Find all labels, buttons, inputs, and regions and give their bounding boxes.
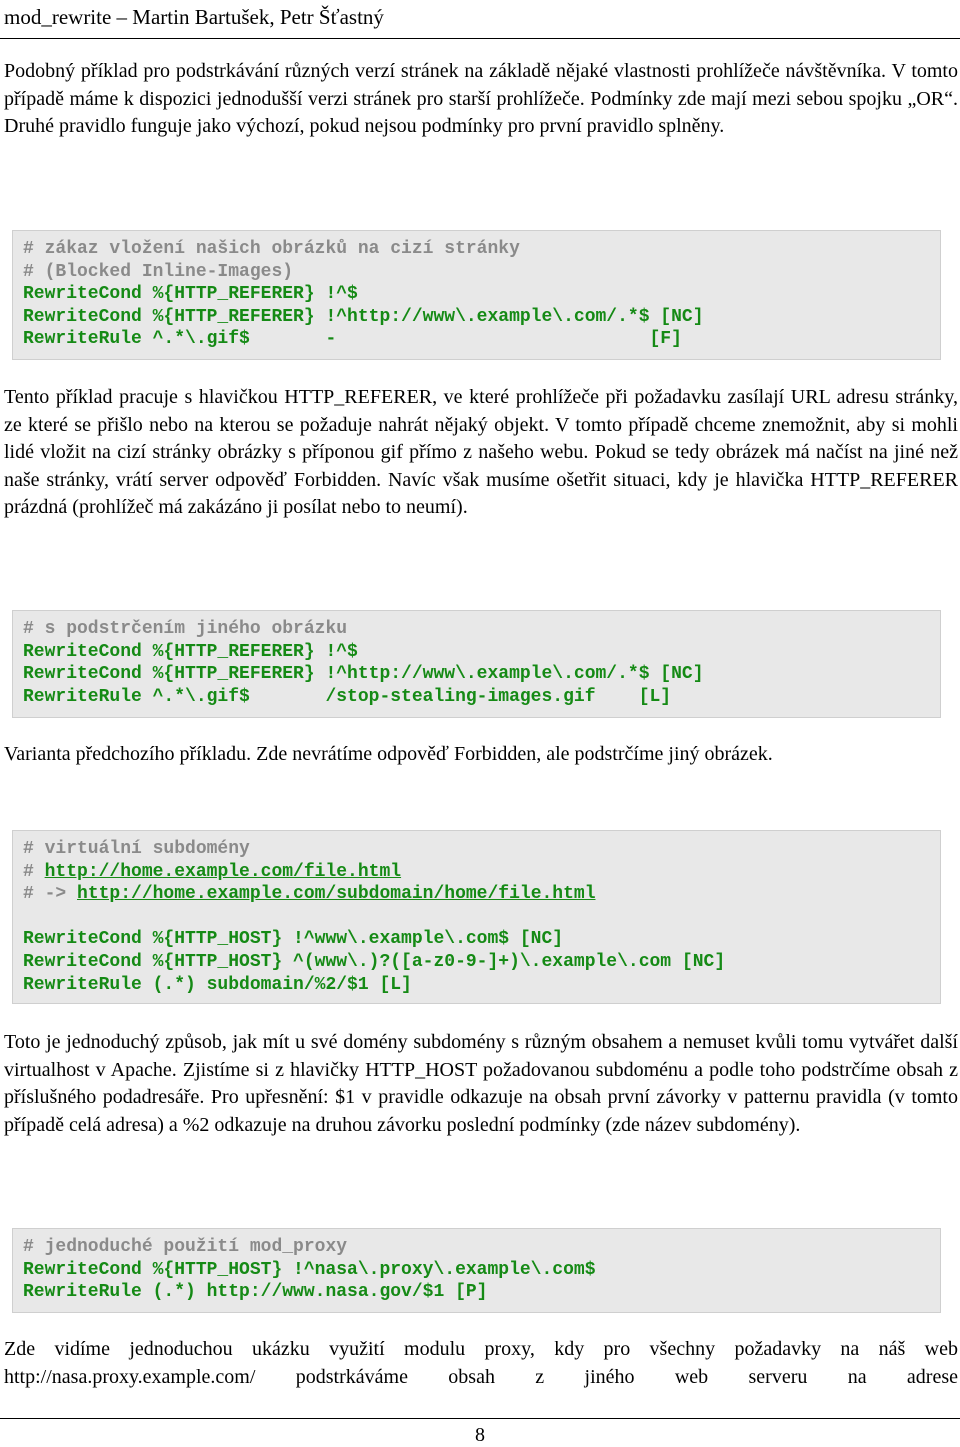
code-blank-line xyxy=(23,906,940,929)
link-home-file[interactable]: http://home.example.com/file.html xyxy=(44,861,402,882)
code-line: # virtuální subdomény xyxy=(23,839,250,859)
link-subdomain-file[interactable]: http://home.example.com/subdomain/home/file.html xyxy=(77,884,596,905)
page-header-title: mod_rewrite – Martin Bartušek, Petr Šťastný xyxy=(4,5,384,29)
code-line: RewriteRule ^.*\.gif$ /stop-stealing-images.gif [L] xyxy=(23,686,672,707)
code-block-blocked-images xyxy=(12,230,941,360)
code-line: # (Blocked Inline-Images) xyxy=(23,261,294,282)
code-line: # zákaz vložení našich obrázků na cizí stránky xyxy=(23,239,520,259)
paragraph-variant: Varianta předchozího příkladu. Zde nevrátíme odpověď Forbidden, ale podstrčíme jiný obrázek. xyxy=(4,743,773,765)
paragraph-proxy: Zde vidíme jednoduchou ukázku využití modulu proxy, kdy pro všechny požadavky na náš web http://nasa.proxy.example.com/ podstrkáváme obsah z jiného web serveru na adrese xyxy=(4,1338,958,1388)
code-block-virtual-subdomains xyxy=(12,830,941,1004)
code-line: RewriteRule (.*) subdomain/%2/$1 [L] xyxy=(23,974,412,995)
code-comment-arrow: # -> xyxy=(23,884,78,905)
code-line: RewriteCond %{HTTP_HOST} !^www\.example\.com$ [NC] xyxy=(23,929,564,950)
code-line: RewriteCond %{HTTP_REFERER} !^$ xyxy=(23,284,358,305)
code-line: RewriteRule (.*) http://www.nasa.gov/$1 [P] xyxy=(23,1282,488,1303)
code-comment-hash: # xyxy=(23,861,45,882)
code-line: # s podstrčením jiného obrázku xyxy=(23,619,348,639)
footer-divider xyxy=(0,1418,960,1419)
paragraph-http-referer: Tento příklad pracuje s hlavičkou HTTP_REFERER, ve které prohlížeče při požadavku zasílají URL adresu stránky, ze které se přišlo nebo na kterou se požaduje nahrát nějaký objekt. V tomto případě chceme znemožnit, aby si mohli lidé vložit na cizí stránky obrázky s příponou gif přímo z našeho webu. Pokud se tedy obrázek má načíst na jiné než naše stránky, vrátí server odpověď Forbidden. Navíc však musíme ošetřit situaci, kdy je hlavička HTTP_REFERER prázdná (prohlížeč má zakázáno ji posílat nebo to neumí). xyxy=(4,386,958,518)
header-divider xyxy=(0,38,960,39)
code-block-replacement-image xyxy=(12,610,941,718)
code-block-mod-proxy xyxy=(12,1228,941,1313)
code-line: # jednoduché použití mod_proxy xyxy=(23,1237,348,1257)
code-line: RewriteCond %{HTTP_HOST} ^(www\.)?([a-z0-9-]+)\.example\.com [NC] xyxy=(23,951,726,972)
paragraph-subdomains-explained: Toto je jednoduchý způsob, jak mít u své domény subdomény s různým obsahem a nemuset kvůli tomu vytvářet další virtualhost v Apache. Zjistíme si z hlavičky HTTP_HOST požadovanou subdoménu a podle toho podstrčíme obsah z příslušného podadresáře. Pro upřesnění: $1 v pravidle odkazuje na obsah první závorky v patternu pravidla (v tomto případě celá adresa) a %2 odkazuje na druhou závorku poslední podmínky (zde název subdomény). xyxy=(4,1031,958,1136)
code-line: RewriteRule ^.*\.gif$ - [F] xyxy=(23,329,682,350)
page-number: 8 xyxy=(475,1424,485,1446)
code-line: RewriteCond %{HTTP_REFERER} !^http://www\.example\.com/.*$ [NC] xyxy=(23,664,704,685)
paragraph-browser-versions: Podobný příklad pro podstrkávání různých verzí stránek na základě nějaké vlastnosti prohlížeče návštěvníka. V tomto případě máme k dispozici jednodušší verzi stránek pro starší prohlížeče. Podmínky zde mají mezi sebou spojku „OR“. Druhé pravidlo funguje jako výchozí, pokud nejsou podmínky pro první pravidlo splněny. xyxy=(4,60,958,137)
code-line: RewriteCond %{HTTP_HOST} !^nasa\.proxy\.example\.com$ xyxy=(23,1259,596,1280)
code-line: RewriteCond %{HTTP_REFERER} !^$ xyxy=(23,641,358,662)
code-line: RewriteCond %{HTTP_REFERER} !^http://www\.example\.com/.*$ [NC] xyxy=(23,306,704,327)
